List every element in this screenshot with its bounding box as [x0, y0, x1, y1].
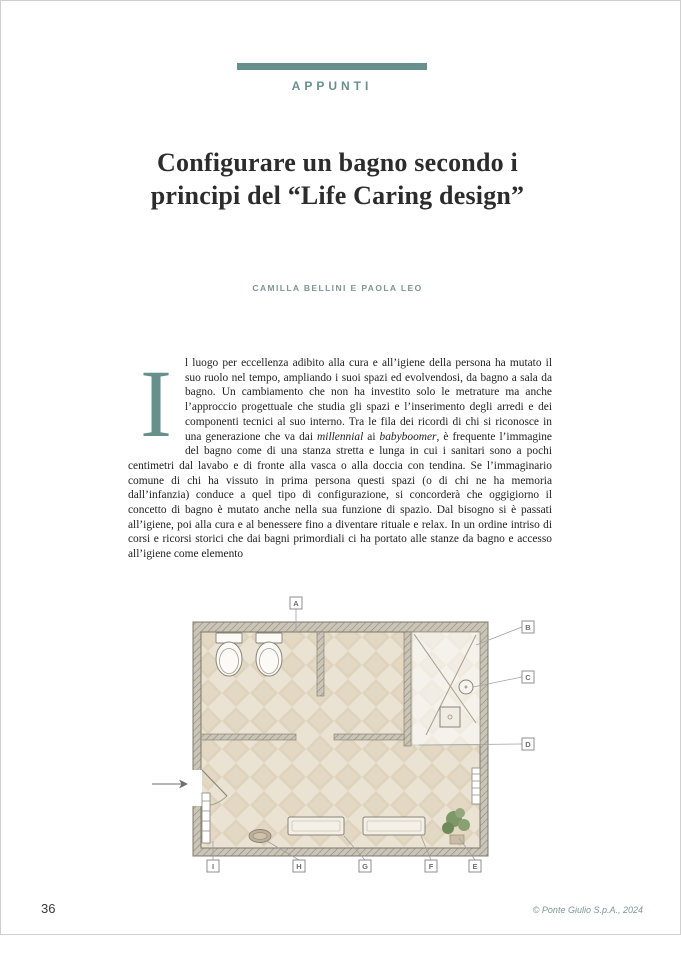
toilet-2	[256, 633, 282, 676]
kicker-label: APPUNTI	[291, 79, 373, 93]
partition-wall-horizontal-right	[334, 734, 404, 740]
page-title	[0, 146, 675, 212]
radiator	[472, 768, 480, 804]
bathroom-floorplan-figure	[138, 595, 548, 890]
bathroom-floorplan	[138, 595, 548, 890]
title-line-2: principi del “Life Caring design”	[150, 181, 525, 210]
copyright-notice: © Ponte Giulio S.p.A., 2024	[532, 905, 643, 915]
svg-text:I: I	[211, 862, 215, 871]
shower-area	[412, 632, 480, 745]
toilet-1	[216, 633, 242, 676]
body-text-2: ai	[363, 430, 380, 443]
shower-seat	[440, 707, 460, 727]
svg-text:G: G	[362, 862, 368, 871]
entry-arrow-icon	[152, 780, 188, 789]
kicker-bar	[237, 63, 427, 70]
counter-2	[363, 817, 425, 835]
article-paragraph	[128, 350, 552, 562]
svg-text:A: A	[293, 599, 299, 608]
italic-babyboomer: babyboomer	[379, 430, 437, 443]
byline: CAMILLA BELLINI E PAOLA LEO	[252, 283, 423, 293]
italic-millennial: millennial	[317, 430, 364, 443]
bidet	[249, 830, 271, 843]
kicker	[237, 63, 427, 93]
shower-wall	[404, 632, 411, 746]
svg-text:B: B	[525, 623, 531, 632]
svg-text:E: E	[472, 862, 478, 871]
svg-text:F: F	[428, 862, 434, 871]
partition-wall-horizontal-left	[201, 734, 296, 740]
partition-wall-vertical	[317, 632, 324, 696]
drop-cap: I	[140, 350, 172, 457]
svg-text:H: H	[296, 862, 302, 871]
counter-1	[288, 817, 344, 835]
svg-text:C: C	[525, 673, 531, 682]
page-number: 36	[41, 901, 56, 916]
towel-ladder	[202, 793, 210, 843]
body-text-1: l luogo per eccellenza adibito alla cura e all’igiene della persona ha mutato il suo ruolo nel tempo, ampliando i suoi spazi ed evolvendosi, da bagno a sala da bagno. Un cambiamento che non ha investito solo le metrature ma anche l’approccio progettuale che studia gli spazi e l’inserimento degli arredi e dei componenti tecnici al suo interno. Tra le fila dei ricordi di chi si riconosce in una generazione che va dai	[184, 357, 552, 443]
svg-text:D: D	[525, 740, 531, 749]
title-line-1: Configurare un bagno secondo i	[157, 148, 518, 177]
body-text-3: , è frequente l’immagine del bagno come di una stanza stretta e lunga in cui i sanitari sono a pochi centimetri dal lavabo e di fronte alla vasca o alla doccia con tendina. Se l’immaginario comune di chi ha vissuto in prima persona questi spazi (o di chi ne ha memoria dall’infanzia) conduce a quel tipo di configurazione, si concorderà che oggigiorno il concetto di bagno è mutato anche nella sua funzione di spazio. Dal bisogno si è passati all’igiene, poi alla cura e al benessere fino a diventare rituale e relax. In un ordine intriso di corsi e ricorsi storici che dai bagni primordiali ci ha portato alle stanze da bagno e accesso all’igiene come elemento	[128, 430, 552, 561]
door-opening	[192, 770, 202, 806]
shower-control-dot	[465, 686, 468, 689]
